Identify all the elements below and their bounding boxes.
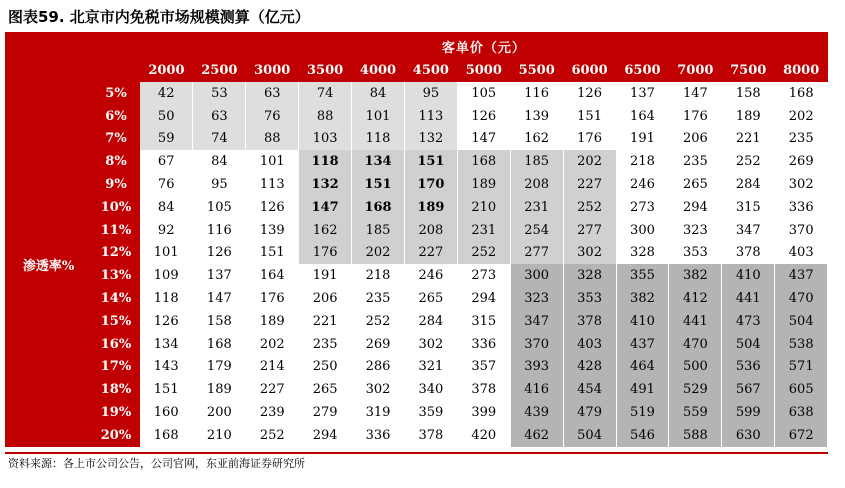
value-cell: 300 (616, 219, 669, 242)
value-cell: 74 (193, 128, 246, 151)
value-cell: 214 (246, 356, 299, 379)
value-cell: 328 (616, 242, 669, 265)
value-cell: 252 (563, 196, 616, 219)
value-cell: 393 (510, 356, 563, 379)
market-size-table (5, 34, 828, 447)
value-cell: 559 (669, 401, 722, 424)
value-cell: 118 (352, 128, 405, 151)
value-cell: 105 (193, 196, 246, 219)
value-cell: 147 (457, 128, 510, 151)
figure-title: 图表59. 北京市内免税市场规模测算（亿元） (8, 8, 310, 26)
value-cell: 273 (616, 196, 669, 219)
value-cell: 277 (563, 219, 616, 242)
value-cell: 567 (722, 378, 775, 401)
value-cell: 235 (669, 150, 722, 173)
value-cell: 571 (775, 356, 828, 379)
value-cell: 84 (352, 82, 405, 105)
value-cell: 605 (775, 378, 828, 401)
value-cell: 403 (775, 242, 828, 265)
rate-label-cell: 18% (92, 378, 140, 401)
value-cell: 403 (563, 333, 616, 356)
rate-label-cell: 17% (92, 356, 140, 379)
price-header-cell: 7500 (722, 58, 775, 82)
value-cell: 202 (563, 150, 616, 173)
value-cell: 323 (669, 219, 722, 242)
value-cell: 464 (616, 356, 669, 379)
table-row (5, 287, 828, 310)
value-cell: 176 (563, 128, 616, 151)
value-cell: 315 (457, 310, 510, 333)
value-cell: 416 (510, 378, 563, 401)
price-header-cell: 5000 (457, 58, 510, 82)
value-cell: 221 (722, 128, 775, 151)
value-cell: 101 (246, 150, 299, 173)
value-cell: 294 (299, 424, 352, 447)
value-cell: 347 (722, 219, 775, 242)
value-cell: 410 (616, 310, 669, 333)
value-cell: 143 (140, 356, 193, 379)
table-row (5, 173, 828, 196)
value-cell: 353 (669, 242, 722, 265)
rate-axis-label: 渗透率% (5, 82, 92, 447)
price-header-cell: 3000 (246, 58, 299, 82)
value-cell: 504 (722, 333, 775, 356)
value-cell: 42 (140, 82, 193, 105)
table-row (5, 128, 828, 151)
value-cell: 284 (722, 173, 775, 196)
value-cell: 67 (140, 150, 193, 173)
value-cell: 479 (563, 401, 616, 424)
value-cell: 162 (510, 128, 563, 151)
value-cell: 176 (669, 105, 722, 128)
value-cell: 273 (457, 264, 510, 287)
price-header-cell: 5500 (510, 58, 563, 82)
value-cell: 176 (246, 287, 299, 310)
table-corner-inner (92, 58, 140, 82)
value-cell: 191 (299, 264, 352, 287)
value-cell: 286 (352, 356, 405, 379)
value-cell: 189 (722, 105, 775, 128)
value-cell: 519 (616, 401, 669, 424)
rate-label-cell: 8% (92, 150, 140, 173)
value-cell: 147 (669, 82, 722, 105)
value-cell: 500 (669, 356, 722, 379)
value-cell: 378 (457, 378, 510, 401)
value-cell: 323 (510, 287, 563, 310)
price-header-cell: 6000 (563, 58, 616, 82)
value-cell: 189 (457, 173, 510, 196)
source-note: 资料来源：各上市公司公告，公司官网，东亚前海证券研究所 (8, 457, 305, 470)
value-cell: 588 (669, 424, 722, 447)
value-cell: 491 (616, 378, 669, 401)
value-cell: 202 (246, 333, 299, 356)
value-cell: 302 (352, 378, 405, 401)
value-cell: 265 (669, 173, 722, 196)
value-cell: 53 (193, 82, 246, 105)
value-cell: 536 (722, 356, 775, 379)
rate-label-cell: 14% (92, 287, 140, 310)
value-cell: 76 (246, 105, 299, 128)
value-cell: 399 (457, 401, 510, 424)
value-cell: 63 (193, 105, 246, 128)
value-cell: 529 (669, 378, 722, 401)
value-cell: 428 (563, 356, 616, 379)
value-cell: 126 (140, 310, 193, 333)
table-row (5, 264, 828, 287)
rate-label-cell: 11% (92, 219, 140, 242)
value-cell: 269 (775, 150, 828, 173)
table-row (5, 401, 828, 424)
rate-label-cell: 6% (92, 105, 140, 128)
value-cell: 252 (722, 150, 775, 173)
value-cell: 191 (616, 128, 669, 151)
value-cell: 265 (404, 287, 457, 310)
value-cell: 321 (404, 356, 457, 379)
value-cell: 164 (616, 105, 669, 128)
value-cell: 294 (669, 196, 722, 219)
value-cell: 189 (246, 310, 299, 333)
value-cell: 76 (140, 173, 193, 196)
value-cell: 300 (510, 264, 563, 287)
value-cell: 221 (299, 310, 352, 333)
table-row (5, 424, 828, 447)
value-cell: 116 (193, 219, 246, 242)
price-header-cell: 8000 (775, 58, 828, 82)
value-cell: 470 (669, 333, 722, 356)
value-cell: 137 (193, 264, 246, 287)
value-cell: 162 (299, 219, 352, 242)
value-cell: 410 (722, 264, 775, 287)
value-cell: 441 (669, 310, 722, 333)
value-cell: 454 (563, 378, 616, 401)
value-cell: 132 (404, 128, 457, 151)
value-cell: 147 (299, 196, 352, 219)
value-cell: 227 (404, 242, 457, 265)
value-cell: 105 (457, 82, 510, 105)
price-header-cell: 2000 (140, 58, 193, 82)
value-cell: 139 (510, 105, 563, 128)
value-cell: 246 (404, 264, 457, 287)
value-cell: 126 (563, 82, 616, 105)
value-cell: 328 (563, 264, 616, 287)
value-cell: 139 (246, 219, 299, 242)
value-cell: 95 (404, 82, 457, 105)
value-cell: 118 (140, 287, 193, 310)
value-cell: 118 (299, 150, 352, 173)
value-cell: 151 (404, 150, 457, 173)
value-cell: 164 (246, 264, 299, 287)
rate-label-cell: 10% (92, 196, 140, 219)
rate-label-cell: 13% (92, 264, 140, 287)
value-cell: 208 (404, 219, 457, 242)
value-cell: 160 (140, 401, 193, 424)
unit-header-row (5, 34, 828, 58)
table-corner (5, 34, 140, 58)
value-cell: 103 (299, 128, 352, 151)
value-cell: 137 (616, 82, 669, 105)
rate-label-cell: 20% (92, 424, 140, 447)
value-cell: 168 (352, 196, 405, 219)
value-cell: 126 (457, 105, 510, 128)
value-cell: 538 (775, 333, 828, 356)
value-cell: 227 (563, 173, 616, 196)
table-row (5, 219, 828, 242)
value-cell: 170 (404, 173, 457, 196)
value-cell: 200 (193, 401, 246, 424)
value-cell: 269 (352, 333, 405, 356)
value-cell: 132 (299, 173, 352, 196)
value-cell: 630 (722, 424, 775, 447)
value-cell: 231 (457, 219, 510, 242)
price-header-cell: 2500 (193, 58, 246, 82)
rate-label-cell: 16% (92, 333, 140, 356)
value-cell: 231 (510, 196, 563, 219)
value-cell: 302 (775, 173, 828, 196)
value-cell: 189 (404, 196, 457, 219)
value-cell: 202 (352, 242, 405, 265)
value-cell: 378 (722, 242, 775, 265)
value-cell: 59 (140, 128, 193, 151)
value-cell: 359 (404, 401, 457, 424)
value-cell: 378 (404, 424, 457, 447)
value-cell: 168 (140, 424, 193, 447)
value-cell: 252 (457, 242, 510, 265)
value-cell: 227 (246, 378, 299, 401)
value-cell: 252 (352, 310, 405, 333)
value-cell: 151 (352, 173, 405, 196)
table-row (5, 378, 828, 401)
price-header-cell: 4500 (404, 58, 457, 82)
value-cell: 88 (299, 105, 352, 128)
value-cell: 412 (669, 287, 722, 310)
table-row (5, 105, 828, 128)
price-header-row (5, 58, 828, 82)
price-header-cell: 6500 (616, 58, 669, 82)
value-cell: 420 (457, 424, 510, 447)
value-cell: 370 (510, 333, 563, 356)
value-cell: 235 (352, 287, 405, 310)
value-cell: 382 (669, 264, 722, 287)
value-cell: 439 (510, 401, 563, 424)
value-cell: 116 (510, 82, 563, 105)
value-cell: 336 (352, 424, 405, 447)
value-cell: 504 (563, 424, 616, 447)
value-cell: 113 (404, 105, 457, 128)
value-cell: 208 (510, 173, 563, 196)
value-cell: 239 (246, 401, 299, 424)
value-cell: 134 (140, 333, 193, 356)
value-cell: 113 (246, 173, 299, 196)
value-cell: 202 (775, 105, 828, 128)
value-cell: 88 (246, 128, 299, 151)
value-cell: 168 (457, 150, 510, 173)
value-cell: 134 (352, 150, 405, 173)
value-cell: 437 (616, 333, 669, 356)
value-cell: 336 (457, 333, 510, 356)
value-cell: 347 (510, 310, 563, 333)
price-header-cell: 3500 (299, 58, 352, 82)
value-cell: 250 (299, 356, 352, 379)
value-cell: 462 (510, 424, 563, 447)
value-cell: 284 (404, 310, 457, 333)
price-axis-label: 客单价（元） (140, 34, 828, 58)
value-cell: 109 (140, 264, 193, 287)
value-cell: 246 (616, 173, 669, 196)
value-cell: 302 (563, 242, 616, 265)
value-cell: 294 (457, 287, 510, 310)
value-cell: 504 (775, 310, 828, 333)
value-cell: 176 (299, 242, 352, 265)
value-cell: 235 (775, 128, 828, 151)
table-corner-lower (5, 58, 92, 82)
value-cell: 353 (563, 287, 616, 310)
value-cell: 357 (457, 356, 510, 379)
value-cell: 265 (299, 378, 352, 401)
value-cell: 147 (193, 287, 246, 310)
value-cell: 599 (722, 401, 775, 424)
rate-label-cell: 9% (92, 173, 140, 196)
value-cell: 185 (510, 150, 563, 173)
value-cell: 473 (722, 310, 775, 333)
value-cell: 50 (140, 105, 193, 128)
value-cell: 84 (193, 150, 246, 173)
value-cell: 126 (246, 196, 299, 219)
value-cell: 235 (299, 333, 352, 356)
value-cell: 84 (140, 196, 193, 219)
table-row (5, 82, 828, 105)
value-cell: 218 (616, 150, 669, 173)
table-row (5, 196, 828, 219)
rate-label-cell: 15% (92, 310, 140, 333)
rate-label-cell: 5% (92, 82, 140, 105)
price-header-cell: 4000 (352, 58, 405, 82)
value-cell: 95 (193, 173, 246, 196)
value-cell: 92 (140, 219, 193, 242)
value-cell: 101 (352, 105, 405, 128)
value-cell: 179 (193, 356, 246, 379)
value-cell: 168 (193, 333, 246, 356)
value-cell: 101 (140, 242, 193, 265)
value-cell: 158 (193, 310, 246, 333)
value-cell: 370 (775, 219, 828, 242)
value-cell: 302 (404, 333, 457, 356)
value-cell: 470 (775, 287, 828, 310)
value-cell: 546 (616, 424, 669, 447)
value-cell: 168 (775, 82, 828, 105)
value-cell: 437 (775, 264, 828, 287)
table-row (5, 242, 828, 265)
value-cell: 151 (246, 242, 299, 265)
rate-label-cell: 19% (92, 401, 140, 424)
value-cell: 206 (669, 128, 722, 151)
value-cell: 206 (299, 287, 352, 310)
value-cell: 63 (246, 82, 299, 105)
value-cell: 254 (510, 219, 563, 242)
value-cell: 218 (352, 264, 405, 287)
table-row (5, 333, 828, 356)
value-cell: 210 (457, 196, 510, 219)
value-cell: 74 (299, 82, 352, 105)
value-cell: 355 (616, 264, 669, 287)
value-cell: 151 (140, 378, 193, 401)
table-row (5, 150, 828, 173)
value-cell: 158 (722, 82, 775, 105)
rate-label-cell: 12% (92, 242, 140, 265)
value-cell: 189 (193, 378, 246, 401)
table-bottom-divider (5, 452, 828, 454)
value-cell: 441 (722, 287, 775, 310)
value-cell: 638 (775, 401, 828, 424)
value-cell: 279 (299, 401, 352, 424)
value-cell: 382 (616, 287, 669, 310)
value-cell: 672 (775, 424, 828, 447)
value-cell: 151 (563, 105, 616, 128)
value-cell: 336 (775, 196, 828, 219)
value-cell: 340 (404, 378, 457, 401)
value-cell: 277 (510, 242, 563, 265)
value-cell: 315 (722, 196, 775, 219)
table-row (5, 310, 828, 333)
rate-label-cell: 7% (92, 128, 140, 151)
value-cell: 126 (193, 242, 246, 265)
price-header-cell: 7000 (669, 58, 722, 82)
value-cell: 210 (193, 424, 246, 447)
value-cell: 378 (563, 310, 616, 333)
value-cell: 185 (352, 219, 405, 242)
table-row (5, 356, 828, 379)
value-cell: 252 (246, 424, 299, 447)
value-cell: 319 (352, 401, 405, 424)
